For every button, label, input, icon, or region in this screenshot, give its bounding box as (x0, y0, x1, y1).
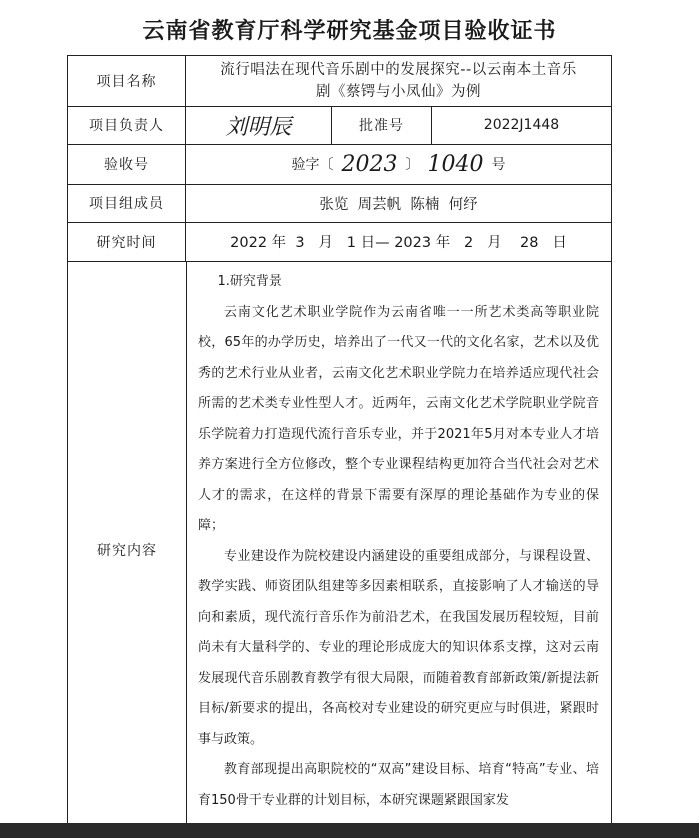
row-period (68, 222, 611, 262)
period-value: 2022 年 3 月 1 日— 2023 年 2 月 28 日 (230, 235, 567, 251)
acceptance-number: 1040 (427, 151, 484, 177)
period-label: 研究时间 (68, 222, 186, 261)
project-name-value (186, 56, 611, 106)
acceptance-year: 2023 (341, 151, 398, 177)
certificate-form (67, 55, 612, 838)
approval-number: 2022J1448 (483, 117, 560, 133)
leader-label: 项目负责人 (68, 106, 186, 144)
content-body (186, 261, 611, 816)
row-members (68, 184, 611, 223)
approval-label: 批准号 (332, 106, 432, 144)
project-name-line2: 剧《蔡锷与小凤仙》为例 (316, 84, 481, 100)
members-value: 张览 周芸帆 陈楠 何纾 (319, 196, 478, 213)
acceptance-value (186, 144, 611, 184)
members-label: 项目组成员 (68, 184, 186, 222)
acceptance-label: 验收号 (68, 144, 186, 184)
project-name-label: 项目名称 (68, 56, 186, 106)
row-project-name (68, 56, 611, 107)
content-paragraph-2: 专业建设作为院校建设内涵建设的重要组成部分，与课程设置、教学实践、师资团队组建等多因素相联系，直接影响了人才输送的导向和素质，现代流行音乐作为前沿艺术，在我国发展历程较短，目前尚未有大量科学的、专业的理论形成庞大的知识体系支撑，这对云南发展现代音乐剧教育教学有很大局限，而随着教育部新政策/新提法新目标/新要求的提出，各高校对专业建设的研究更应与时俱进，紧跟时事与政策。 (198, 548, 599, 747)
content-heading: 1.研究背景 (217, 274, 282, 289)
page-title: 云南省教育厅科学研究基金项目验收证书 (142, 18, 557, 44)
acceptance-bracket: 〕 (405, 157, 420, 173)
row-content (68, 261, 611, 838)
leader-signature: 刘明辰 (186, 106, 332, 144)
content-label: 研究内容 (68, 261, 187, 838)
content-paragraph-1: 云南文化艺术职业学院作为云南省唯一一所艺术类高等职业院校，65年的办学历史，培养出了一代又一代的文化名家，艺术以及优秀的艺术行业从业者，云南文化艺术职业学院力在培养适应现代社会所需的艺术类专业性型人才。近两年，云南文化艺术学院职业学院音乐学院着力打造现代流行音乐专业，并于2021年5月对本专业人才培养方案进行全方位修改，整个专业课程结构更加符合当代社会对艺术人才的需求，在这样的背景下需要有深厚的理论基础作为专业的保障； (198, 304, 599, 533)
scan-edge (0, 823, 699, 838)
acceptance-suffix: 号 (491, 157, 506, 173)
project-name-line1: 流行唱法在现代音乐剧中的发展探究--以云南本土音乐 (220, 62, 577, 78)
row-leader (68, 106, 611, 145)
row-acceptance (68, 144, 611, 185)
content-paragraph-3: 教育部现提出高职院校的“双高”建设目标、培育“特高”专业、培育150骨干专业群的计划目标，本研究课题紧跟国家发 (198, 762, 599, 808)
acceptance-prefix: 验字〔 (291, 157, 334, 173)
